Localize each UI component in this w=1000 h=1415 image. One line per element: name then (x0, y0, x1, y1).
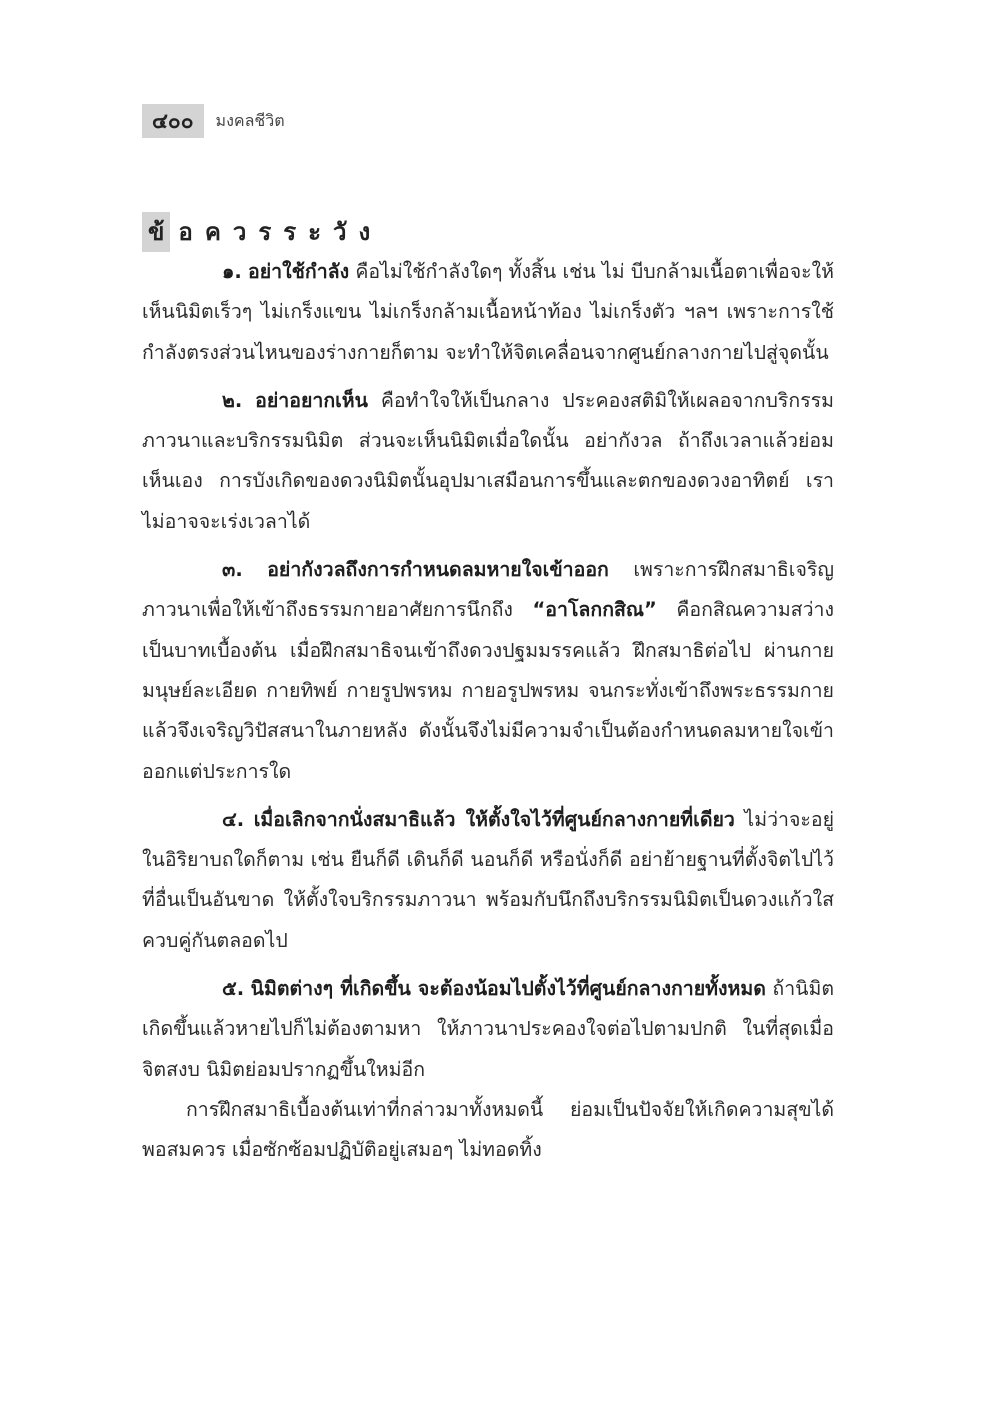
item-text: คือทำใจให้เป็นกลาง ประคองสติมิให้เผลอจากบริกรรมภาวนาและบริกรรมนิมิต ส่วนจะเห็นนิมิตเมื่อใดนั้น อย่ากังวล ถ้าถึงเวลาแล้วย่อมเห็นเอง การบังเกิดของดวงนิมิตนั้นอุปมาเสมือนการขึ้นและตกของดวงอาทิตย์ เราไม่อาจจะเร่งเวลาได้ (142, 388, 834, 533)
item-number: ๔. (222, 807, 245, 831)
item-text: ถ้านิมิตเกิดขึ้นแล้วหายไปก็ไม่ต้องตามหา ให้ภาวนาประคองใจต่อไปตามปกติ ในที่สุดเมื่อจิตสงบ นิมิตย่อมปรากฏขึ้นใหม่อีก (142, 977, 834, 1081)
section-heading (142, 212, 382, 252)
list-item (142, 550, 834, 792)
item-number: ๕. (222, 977, 245, 1001)
heading-highlighted-char: ข้ (142, 212, 170, 252)
item-number: ๒. (222, 388, 243, 412)
item-title: อย่าอยากเห็น (255, 388, 368, 412)
item-title: อย่ากังวลถึงการกำหนดลมหายใจเข้าออก (267, 558, 609, 582)
item-emphasis: “อาโลกกสิณ” (532, 598, 657, 622)
page-number: ๔๐๐ (142, 104, 204, 138)
item-text: คือไม่ใช้กำลังใดๆ ทั้งสิ้น เช่น ไม่ บีบกล้ามเนื้อตาเพื่อจะให้เห็นนิมิตเร็วๆ ไม่เกร็งแขน ไม่เกร็งกล้ามเนื้อหน้าท้อง ไม่เกร็งตัว ฯลฯ เพราะการใช้กำลังตรงส่วนไหนของร่างกายก็ตาม จะทำให้จิตเคลื่อนจากศูนย์กลางกายไปสู่จุดนั้น (142, 260, 834, 364)
item-number: ๑. (222, 260, 242, 283)
item-title: อย่าใช้กำลัง (248, 260, 350, 283)
item-number: ๓. (222, 558, 243, 582)
list-item (142, 969, 834, 1090)
list-item (142, 381, 834, 542)
list-item (142, 800, 834, 961)
running-title: มงคลชีวิต (215, 111, 285, 130)
item-title: เมื่อเลิกจากนั่งสมาธิแล้ว ให้ตั้งใจไว้ที่ศูนย์กลางกายที่เดียว (253, 807, 735, 831)
item-text: ไม่ว่าจะอยู่ในอิริยาบถใดก็ตาม เช่น ยืนก็ดี เดินก็ดี นอนก็ดี หรือนั่งก็ดี อย่าย้ายฐานที่ตั้งจิตไปไว้ที่อื่นเป็นอันขาด ให้ตั้งใจบริกรรมภาวนา พร้อมกับนึกถึงบริกรรมนิมิตเป็นดวงแก้วใสควบคู่กันตลอดไป (142, 807, 835, 952)
list-item (142, 252, 834, 373)
body-text (142, 252, 834, 1171)
item-title: นิมิตต่างๆ ที่เกิดขึ้น จะต้องน้อมไปตั้งไว้ที่ศูนย์กลางกายทั้งหมด (250, 977, 766, 1001)
item-text: คือกสิณความสว่างเป็นบาทเบื้องต้น เมื่อฝึกสมาธิจนเข้าถึงดวงปฐมมรรคแล้ว ฝึกสมาธิต่อไป ผ่านกายมนุษย์ละเอียด กายทิพย์ กายรูปพรหม กายอรูปพรหม จนกระทั่งเข้าถึงพระธรรมกายแล้วจึงเจริญวิปัสสนาในภายหลัง ดังนั้นจึงไม่มีความจำเป็นต้องกำหนดลมหายใจเข้าออกแต่ประการใด (142, 598, 835, 783)
heading-text: อควรระวัง (178, 218, 383, 246)
page-header (142, 104, 285, 138)
item-text: เพราะการฝึกสมาธิเจริญภาวนาเพื่อให้เข้าถึงธรรมกายอาศัยการนึกถึง (142, 558, 834, 622)
closing-paragraph: การฝึกสมาธิเบื้องต้นเท่าที่กล่าวมาทั้งหมดนี้ ย่อมเป็นปัจจัยให้เกิดความสุขได้พอสมควร เมื่อซักซ้อมปฏิบัติอยู่เสมอๆ ไม่ทอดทิ้ง (142, 1097, 834, 1162)
